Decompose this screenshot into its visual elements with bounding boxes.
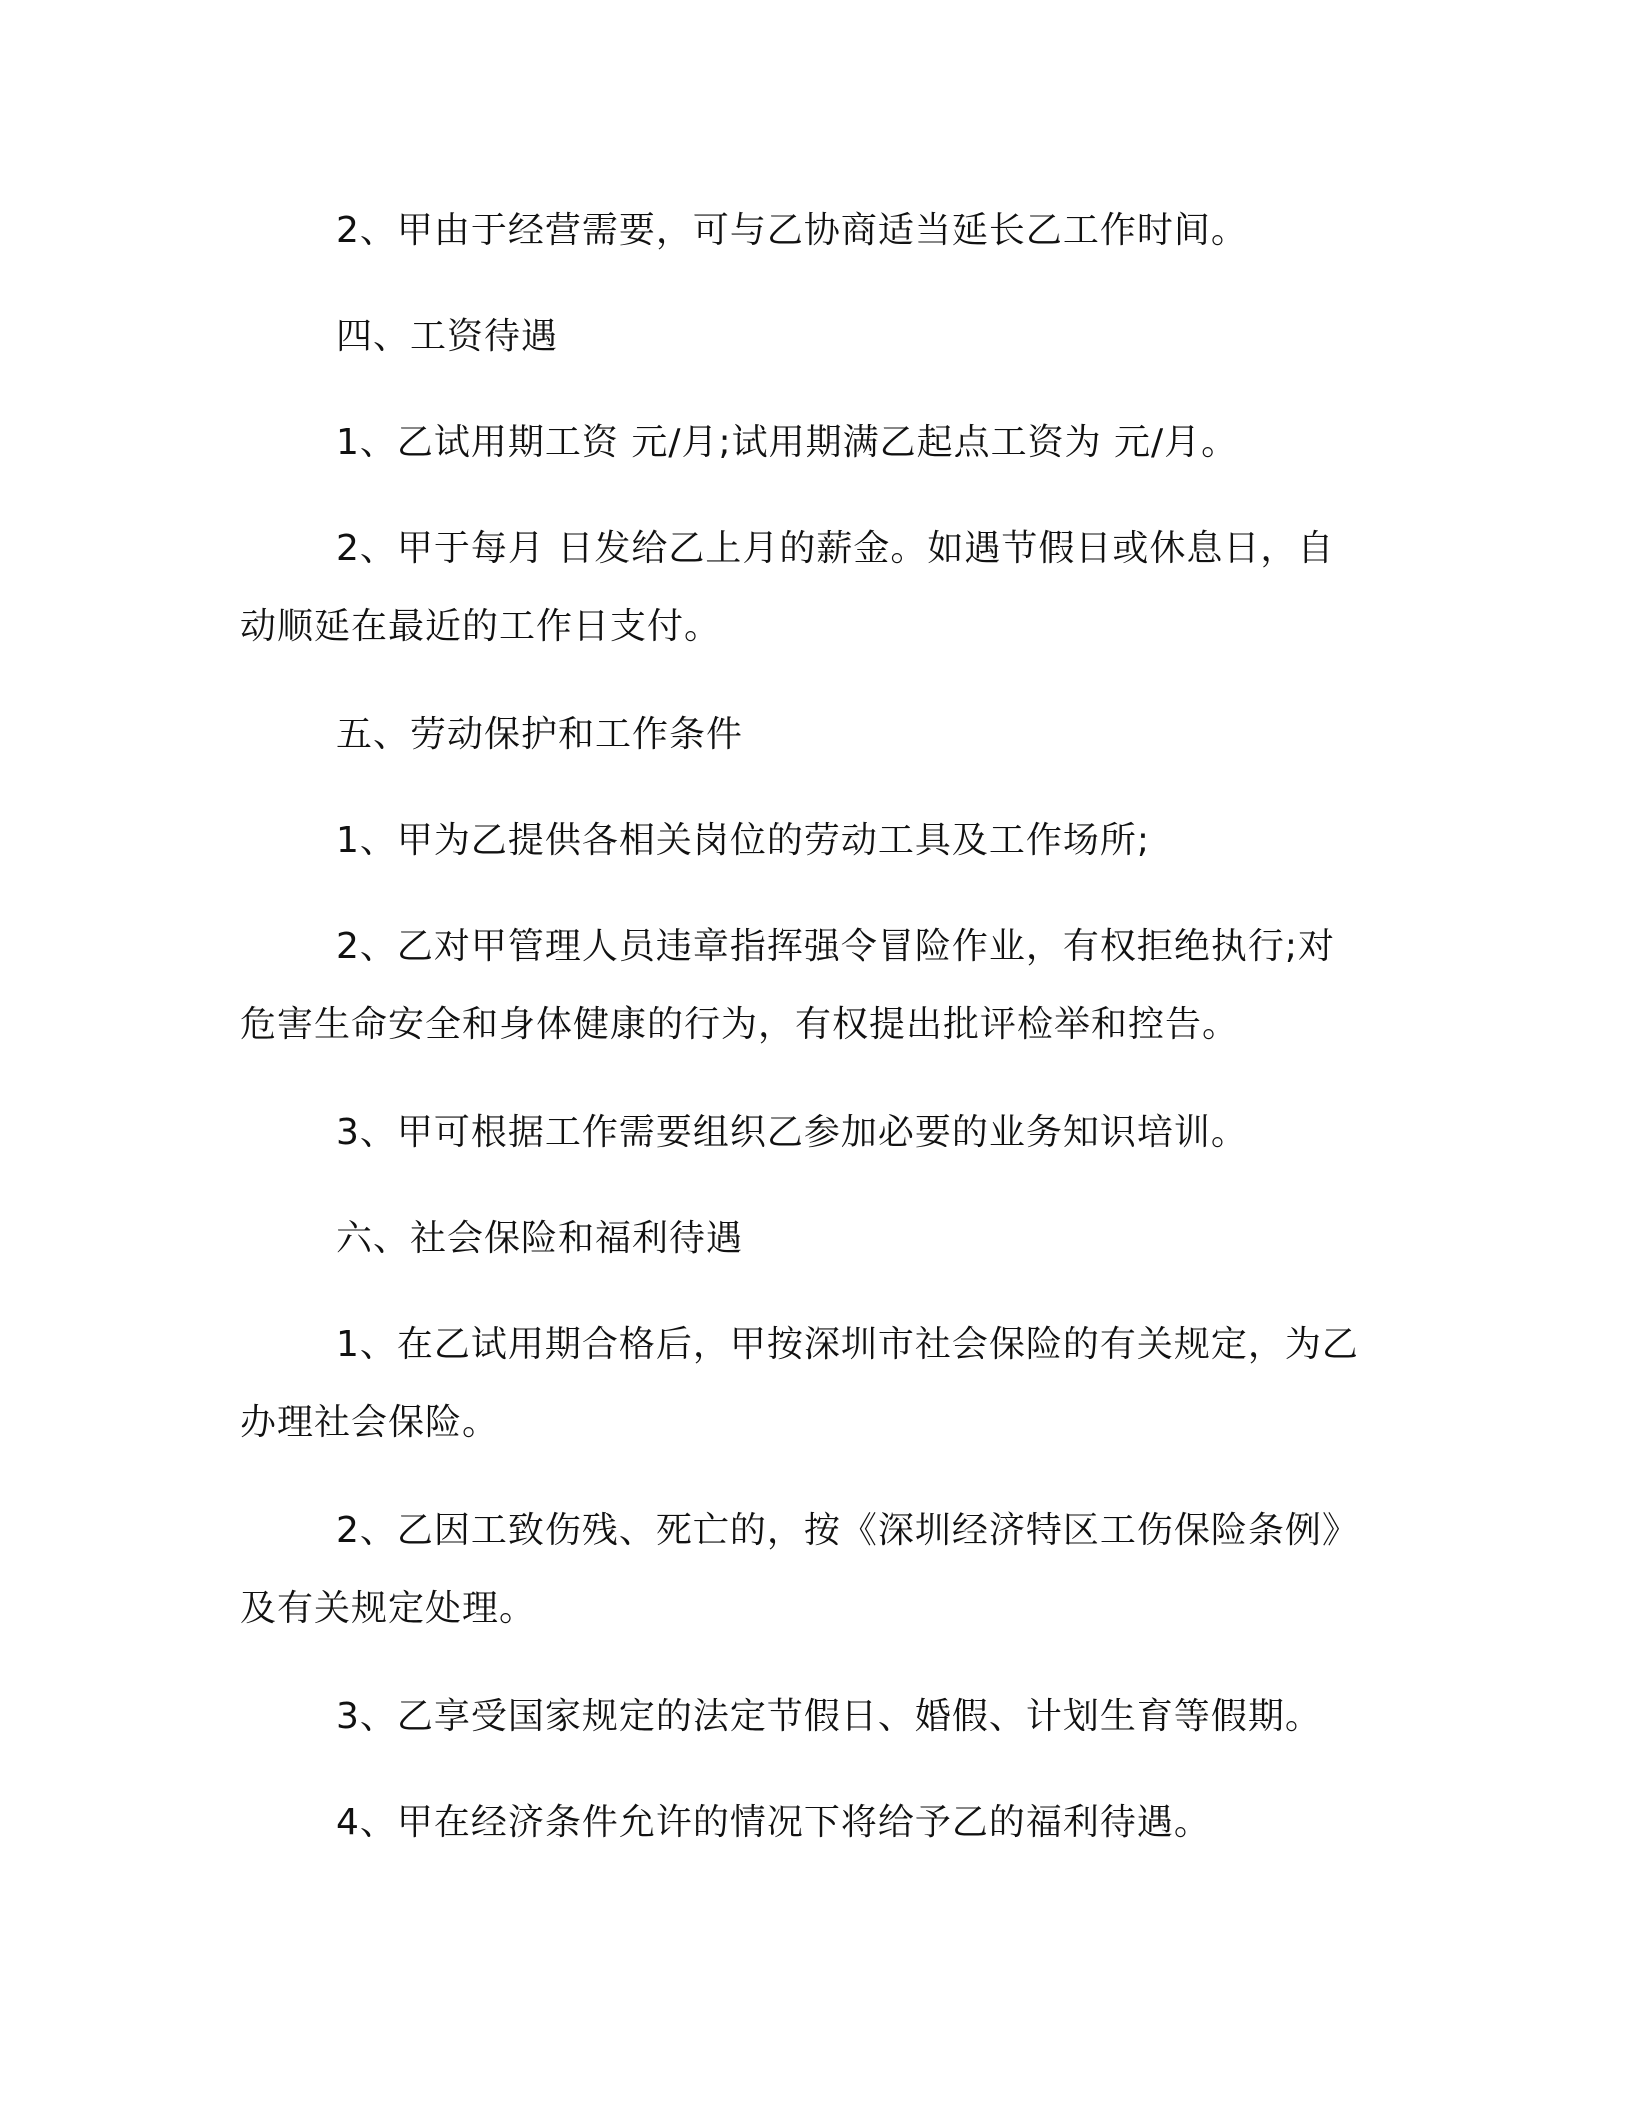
paragraph-social-insurance: 1、在乙试用期合格后，甲按深圳市社会保险的有关规定，为乙办理社会保险。 — [240, 1324, 1359, 1443]
paragraph-refuse-risky-orders: 2、乙对甲管理人员违章指挥强令冒险作业，有权拒绝执行;对危害生命安全和身体健康的行为，有权提出批评检举和控告。 — [240, 926, 1336, 1045]
paragraph-tools-workplace: 1、甲为乙提供各相关岗位的劳动工具及工作场所; — [336, 820, 1151, 861]
paragraph-extend-working-hours: 2、甲由于经营需要，可与乙协商适当延长乙工作时间。 — [336, 210, 1248, 251]
section-heading-labor-protection: 五、劳动保护和工作条件 — [336, 714, 744, 755]
paragraph-payday: 2、甲于每月 日发给乙上月的薪金。如遇节假日或休息日，自动顺延在最近的工作日支付。 — [240, 528, 1335, 647]
section-heading-social-insurance: 六、社会保险和福利待遇 — [336, 1218, 744, 1259]
paragraph-probation-wage: 1、乙试用期工资 元/月;试用期满乙起点工资为 元/月。 — [336, 422, 1239, 463]
paragraph-holidays: 3、乙享受国家规定的法定节假日、婚假、计划生育等假期。 — [336, 1696, 1322, 1737]
paragraph-work-injury: 2、乙因工致伤残、死亡的，按《深圳经济特区工伤保险条例》及有关规定处理。 — [240, 1510, 1359, 1629]
section-heading-wages: 四、工资待遇 — [336, 316, 559, 357]
document-body — [240, 192, 1370, 1862]
paragraph-training: 3、甲可根据工作需要组织乙参加必要的业务知识培训。 — [336, 1112, 1248, 1153]
paragraph-welfare: 4、甲在经济条件允许的情况下将给予乙的福利待遇。 — [336, 1802, 1211, 1843]
